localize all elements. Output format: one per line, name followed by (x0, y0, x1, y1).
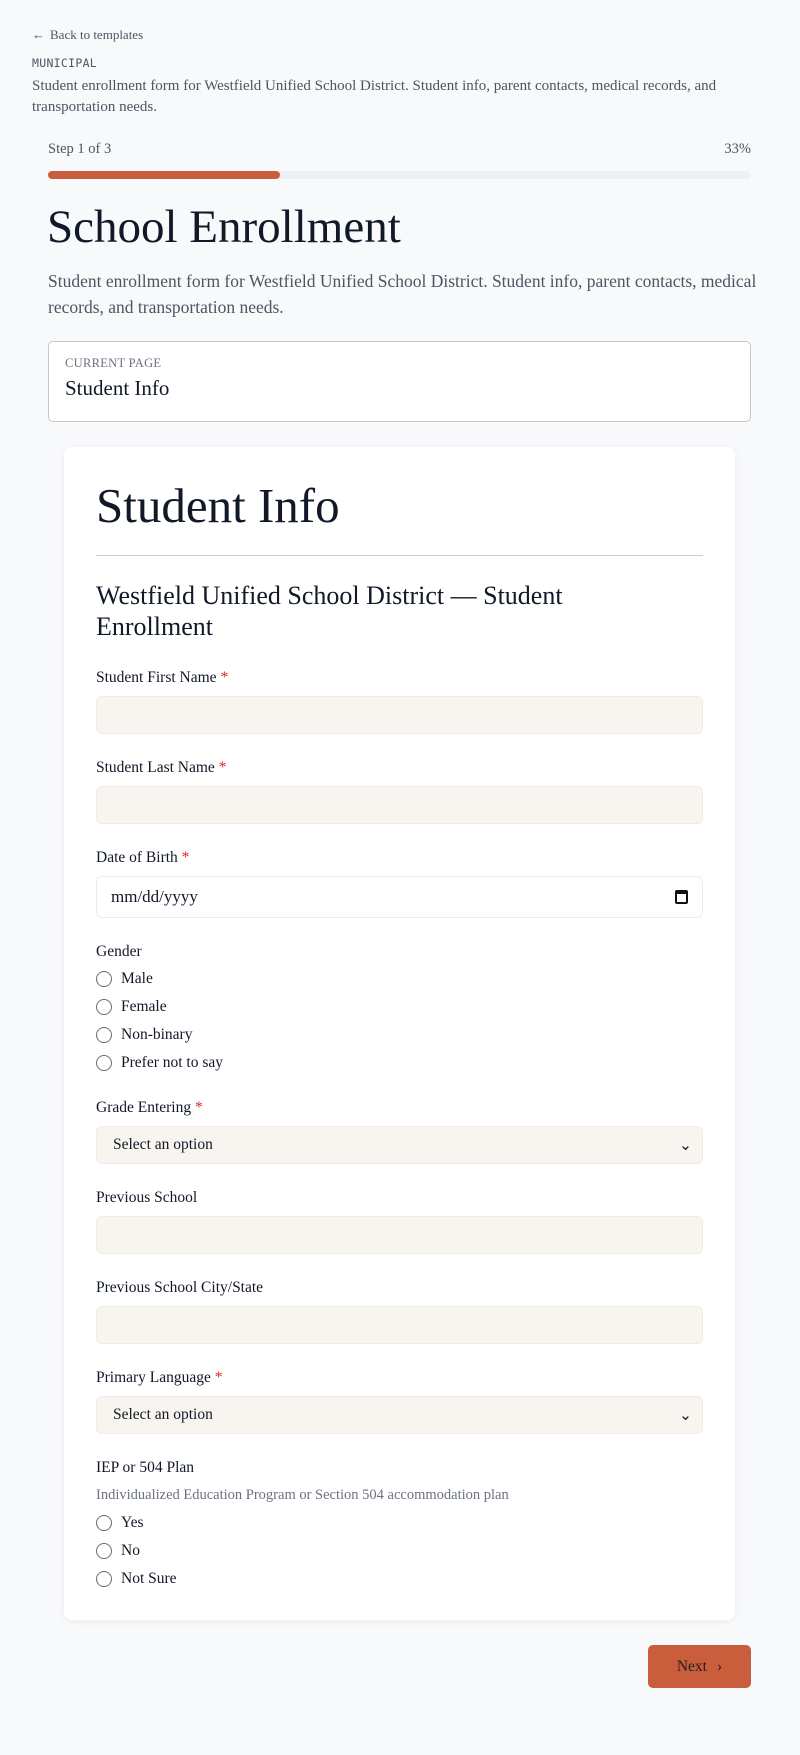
step-label: Step 1 of 3 (48, 141, 112, 157)
progress-percent: 33% (724, 141, 751, 157)
previous-school-input[interactable] (96, 1216, 703, 1254)
gender-option-nonbinary[interactable]: Non-binary (96, 1026, 192, 1044)
form-title: School Enrollment (47, 201, 401, 253)
radio-icon (96, 1055, 112, 1071)
first-name-input[interactable] (96, 696, 703, 734)
divider (96, 555, 703, 556)
progress-bar (48, 171, 751, 179)
grade-select[interactable]: Select an option ⌄ (96, 1126, 703, 1164)
page-title: Student Info (96, 478, 340, 533)
radio-icon (96, 971, 112, 987)
previous-school-label: Previous School (96, 1189, 198, 1206)
language-label: Primary Language * (96, 1369, 223, 1386)
next-button[interactable]: Next › (648, 1645, 751, 1688)
radio-icon (96, 1515, 112, 1531)
previous-city-label: Previous School City/State (96, 1279, 264, 1296)
calendar-icon[interactable] (675, 890, 688, 904)
iep-option-not-sure[interactable]: Not Sure (96, 1570, 177, 1588)
previous-city-input[interactable] (96, 1306, 703, 1344)
first-name-label: Student First Name * (96, 669, 229, 686)
gender-label: Gender (96, 943, 142, 960)
radio-icon (96, 1571, 112, 1587)
last-name-input[interactable] (96, 786, 703, 824)
dob-input[interactable]: mm/dd/yyyy (96, 876, 703, 918)
iep-label: IEP or 504 Plan (96, 1459, 195, 1476)
language-select[interactable]: Select an option ⌄ (96, 1396, 703, 1434)
gender-option-female[interactable]: Female (96, 998, 167, 1016)
current-page-value: Student Info (65, 376, 170, 400)
gender-option-male[interactable]: Male (96, 970, 153, 988)
current-page-label: CURRENT PAGE (65, 356, 162, 370)
dob-label: Date of Birth * (96, 849, 190, 866)
current-page-box (48, 341, 751, 422)
arrow-left-icon: ← (32, 27, 45, 42)
iep-option-yes[interactable]: Yes (96, 1514, 144, 1532)
form-card (64, 447, 735, 1620)
chevron-down-icon: ⌄ (679, 1406, 692, 1424)
template-description: Student enrollment form for Westfield Unified School District. Student info, parent contacts, medical records, and transportation needs. (32, 78, 717, 115)
chevron-down-icon: ⌄ (679, 1136, 692, 1154)
radio-icon (96, 1027, 112, 1043)
chevron-right-icon: › (716, 1657, 723, 1675)
gender-option-prefer-not[interactable]: Prefer not to say (96, 1054, 223, 1072)
last-name-label: Student Last Name * (96, 759, 227, 776)
radio-icon (96, 999, 112, 1015)
iep-help-text: Individualized Education Program or Section 504 accommodation plan (96, 1487, 509, 1503)
iep-option-no[interactable]: No (96, 1542, 140, 1560)
progress-fill (48, 171, 280, 179)
back-to-templates-link[interactable]: ← Back to templates (32, 27, 144, 42)
section-heading: Westfield Unified School District — Student Enrollment (96, 581, 563, 641)
form-description: Student enrollment form for Westfield Unified School District. Student info, parent contacts, medical records, and transportation needs. (48, 271, 757, 317)
radio-icon (96, 1543, 112, 1559)
grade-label: Grade Entering * (96, 1099, 203, 1116)
category-label: MUNICIPAL (32, 56, 98, 70)
